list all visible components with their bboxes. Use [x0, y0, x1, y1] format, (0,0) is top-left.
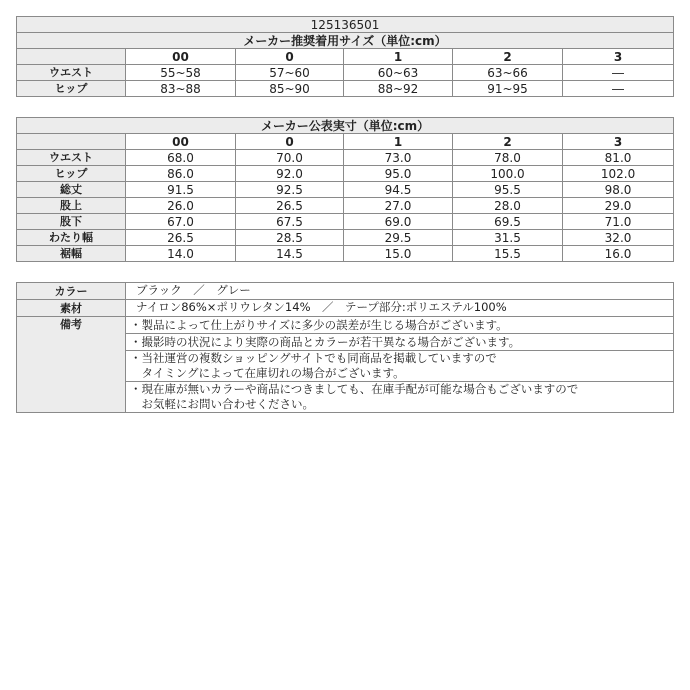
- table-cell: 29.0: [563, 198, 674, 214]
- table-cell: 16.0: [563, 246, 674, 262]
- corner-cell: [17, 134, 126, 150]
- table-cell: 94.5: [344, 182, 453, 198]
- table-cell: 68.0: [126, 150, 236, 166]
- table-cell: 83~88: [126, 81, 236, 97]
- color-label: カラー: [17, 283, 126, 300]
- note-text: ・撮影時の状況により実際の商品とカラーが若干異なる場合がございます。: [130, 334, 521, 349]
- table-row: [17, 150, 674, 166]
- table-cell: 60~63: [344, 65, 453, 81]
- actual-size-header-row: [17, 134, 674, 150]
- row-label: 裾幅: [17, 246, 126, 262]
- note-text: ・当社運営の複数ショッピングサイトでも同商品を掲載していますので: [130, 351, 497, 365]
- table-cell: 88~92: [344, 81, 453, 97]
- size-header: 2: [453, 134, 563, 150]
- table-cell: 26.5: [126, 230, 236, 246]
- table-cell: 26.5: [236, 198, 344, 214]
- table-cell: 67.5: [236, 214, 344, 230]
- row-label: ヒップ: [17, 81, 126, 97]
- table-cell: 57~60: [236, 65, 344, 81]
- size-header: 1: [344, 49, 453, 65]
- note-item: [126, 351, 674, 382]
- table-cell: 32.0: [563, 230, 674, 246]
- notes-label: 備考: [17, 317, 126, 413]
- recommended-size-header-row: [17, 49, 674, 65]
- table-row: [17, 182, 674, 198]
- size-header: 00: [126, 49, 236, 65]
- table-cell: 15.5: [453, 246, 563, 262]
- table-cell: 91~95: [453, 81, 563, 97]
- table-cell: 86.0: [126, 166, 236, 182]
- table-row: [17, 81, 674, 97]
- note-item: [126, 382, 674, 413]
- table-row: [17, 166, 674, 182]
- table-cell: 67.0: [126, 214, 236, 230]
- table-cell: 78.0: [453, 150, 563, 166]
- size-header: 0: [236, 134, 344, 150]
- notes-row: [17, 317, 674, 334]
- color-row: [17, 283, 674, 300]
- row-label: 股下: [17, 214, 126, 230]
- color-value: ブラック ／ グレー: [126, 283, 674, 300]
- size-header: 0: [236, 49, 344, 65]
- table-cell: 28.5: [236, 230, 344, 246]
- material-row: [17, 300, 674, 317]
- table-cell: 55~58: [126, 65, 236, 81]
- table-cell: 14.5: [236, 246, 344, 262]
- table-cell: 14.0: [126, 246, 236, 262]
- table-cell: 91.5: [126, 182, 236, 198]
- note-text: お気軽にお問い合わせください。: [130, 397, 314, 411]
- material-label: 素材: [17, 300, 126, 317]
- table-cell: 92.0: [236, 166, 344, 182]
- size-header: 2: [453, 49, 563, 65]
- table-cell: 81.0: [563, 150, 674, 166]
- row-label: 総丈: [17, 182, 126, 198]
- table-cell: 85~90: [236, 81, 344, 97]
- table-cell: 73.0: [344, 150, 453, 166]
- actual-title: メーカー公表実寸（単位:cm）: [17, 118, 674, 134]
- table-cell: 29.5: [344, 230, 453, 246]
- table-cell: 95.0: [344, 166, 453, 182]
- note-item: [126, 334, 674, 351]
- size-header: 3: [563, 134, 674, 150]
- table-cell: 26.0: [126, 198, 236, 214]
- row-label: わたり幅: [17, 230, 126, 246]
- table-cell: 98.0: [563, 182, 674, 198]
- note-text: ・現在庫が無いカラーや商品につきましても、在庫手配が可能な場合もございますので: [130, 382, 579, 396]
- size-header: 00: [126, 134, 236, 150]
- table-cell: 63~66: [453, 65, 563, 81]
- row-label: ウエスト: [17, 65, 126, 81]
- table-row: [17, 65, 674, 81]
- note-text: ・製品によって仕上がりサイズに多少の誤差が生じる場合がございます。: [130, 317, 508, 332]
- table-row: [17, 246, 674, 262]
- table-cell: ―: [563, 65, 674, 81]
- material-value: ナイロン86%×ポリウレタン14% ／ テープ部分:ポリエステル100%: [126, 300, 674, 317]
- table-cell: 92.5: [236, 182, 344, 198]
- corner-cell: [17, 49, 126, 65]
- table-row: [17, 214, 674, 230]
- table-row: [17, 198, 674, 214]
- table-cell: 15.0: [344, 246, 453, 262]
- table-cell: 95.5: [453, 182, 563, 198]
- row-label: ヒップ: [17, 166, 126, 182]
- table-cell: 70.0: [236, 150, 344, 166]
- size-header: 1: [344, 134, 453, 150]
- product-code: 125136501: [17, 17, 674, 33]
- table-cell: 28.0: [453, 198, 563, 214]
- row-label: ウエスト: [17, 150, 126, 166]
- product-details-table: [16, 282, 674, 413]
- table-cell: 69.0: [344, 214, 453, 230]
- size-header: 3: [563, 49, 674, 65]
- table-cell: 71.0: [563, 214, 674, 230]
- note-text: タイミングによって在庫切れの場合がございます。: [130, 366, 405, 380]
- table-row: [17, 230, 674, 246]
- note-item: [126, 317, 674, 334]
- actual-measurement-table: [16, 117, 674, 262]
- recommended-title: メーカー推奨着用サイズ（単位:cm）: [17, 33, 674, 49]
- table-cell: ―: [563, 81, 674, 97]
- table-cell: 102.0: [563, 166, 674, 182]
- recommended-size-table: [16, 16, 674, 97]
- table-cell: 100.0: [453, 166, 563, 182]
- table-cell: 27.0: [344, 198, 453, 214]
- table-cell: 69.5: [453, 214, 563, 230]
- row-label: 股上: [17, 198, 126, 214]
- table-cell: 31.5: [453, 230, 563, 246]
